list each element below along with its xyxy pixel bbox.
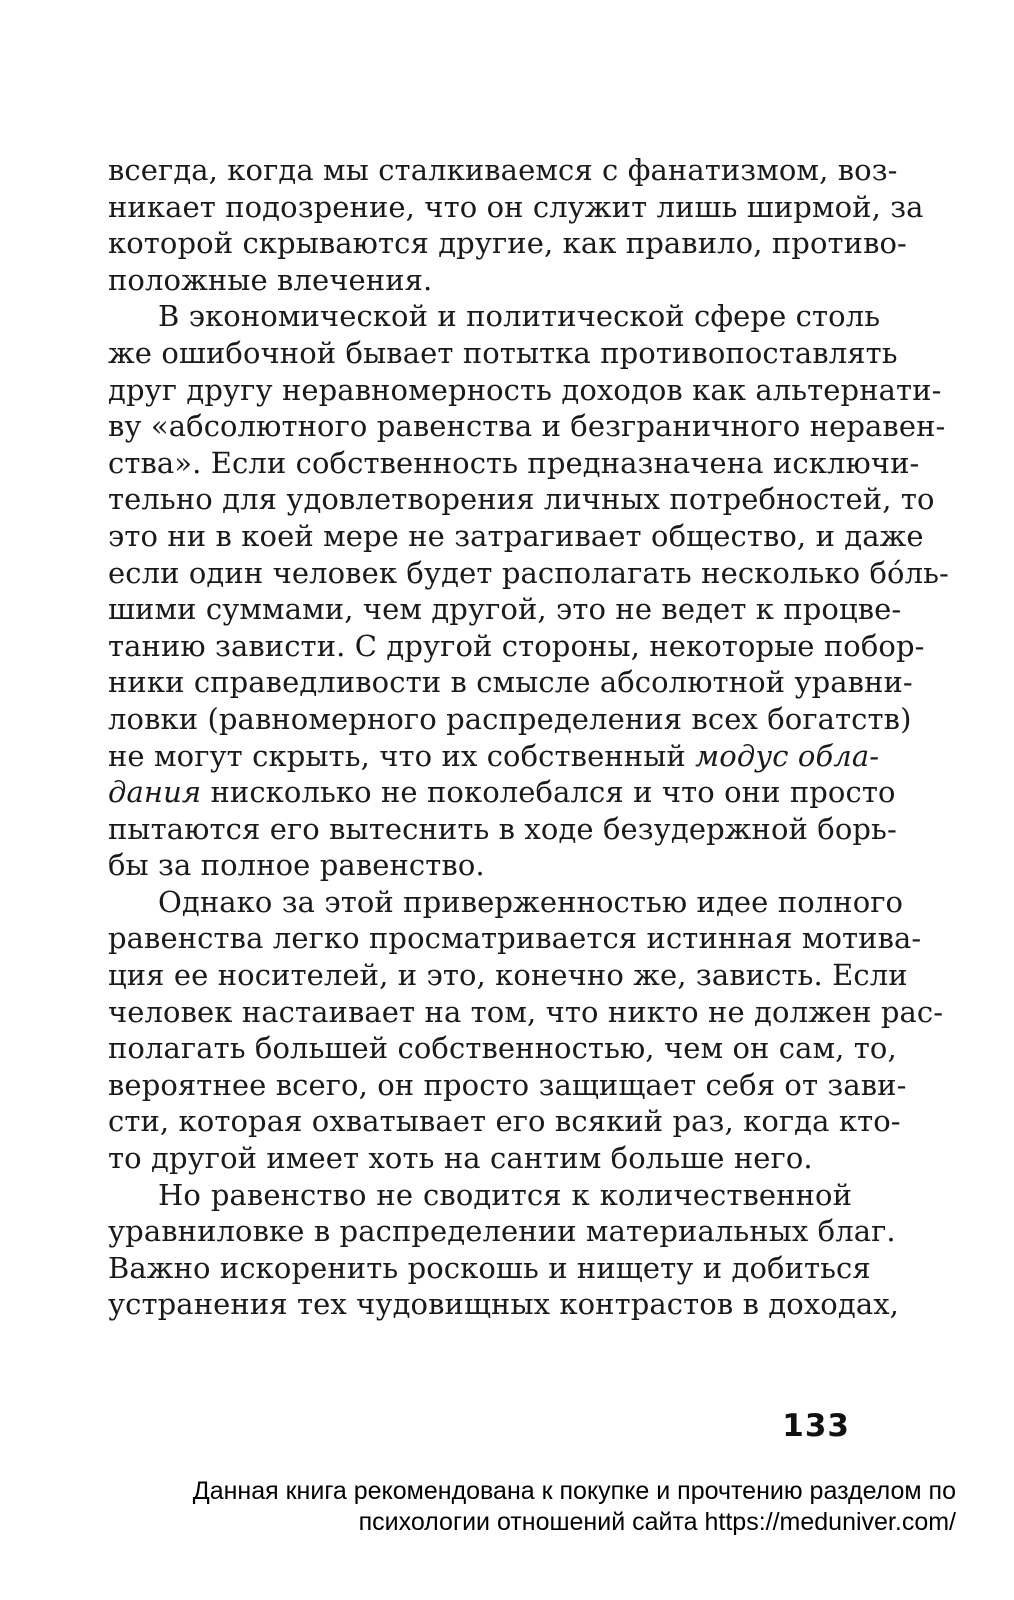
text-line bbox=[108, 225, 907, 262]
text-line-content: Важно искоренить роскошь и нищету и добиться bbox=[108, 1250, 871, 1285]
footer-note-line-1: Данная книга рекомендована к покупке и прочтению разделом по bbox=[192, 1477, 956, 1505]
text-line-content: шими суммами, чем другой, это не ведет к процве- bbox=[108, 592, 902, 627]
text-line-content: ловки (равномерного распределения всех богатств) bbox=[108, 701, 912, 736]
text-line bbox=[108, 774, 896, 811]
text-line bbox=[108, 1067, 907, 1104]
text-line-content: уравниловке в распределении материальных благ. bbox=[108, 1214, 896, 1249]
italic-term: дания bbox=[108, 775, 202, 810]
text-line bbox=[108, 372, 942, 409]
text-line bbox=[108, 1213, 896, 1250]
text-line-content: полагать большей собственностью, чем он сам, то, bbox=[108, 1031, 897, 1066]
text-line bbox=[108, 847, 852, 884]
footer-note bbox=[0, 1476, 1014, 1538]
text-line bbox=[108, 189, 924, 226]
text-line bbox=[108, 1250, 871, 1287]
text-line-content: положные влечения. bbox=[108, 262, 433, 297]
page-number: 133 bbox=[782, 1408, 850, 1444]
text-line-content: это ни в коей мере не затрагивает общество, и даже bbox=[108, 518, 924, 553]
text-line-content: никает подозрение, что он служит лишь ширмой, за bbox=[108, 189, 924, 224]
text-line bbox=[108, 152, 898, 189]
italic-term: модус обла- bbox=[695, 738, 880, 773]
text-line bbox=[108, 1140, 852, 1177]
text-line-content: если один человек будет располагать несколько бо́ль- bbox=[108, 555, 949, 590]
text-line bbox=[108, 884, 904, 921]
footer-note-line-2: психологии отношений сайта https://meduniver.com/ bbox=[358, 1508, 956, 1536]
text-line-content: сти, которая охватывает его всякий раз, когда кто- bbox=[108, 1104, 901, 1139]
text-line bbox=[108, 555, 949, 592]
text-line-content: пытаются его вытеснить в ходе безудержной борь- bbox=[108, 811, 897, 846]
text-line bbox=[108, 518, 924, 555]
text-line bbox=[108, 628, 925, 665]
text-line bbox=[108, 298, 881, 335]
text-line-content: вероятнее всего, он просто защищает себя от зави- bbox=[108, 1067, 907, 1102]
text-line-content: то другой имеет хоть на сантим больше него. bbox=[108, 1141, 813, 1176]
text-line bbox=[108, 664, 913, 701]
text-line-content: ция ее носителей, и это, конечно же, зависть. Если bbox=[108, 958, 908, 993]
text-line bbox=[108, 1030, 897, 1067]
text-line-content: ву «абсолютного равенства и безграничного неравен- bbox=[108, 409, 946, 444]
text-line bbox=[108, 811, 897, 848]
text-line bbox=[108, 738, 880, 775]
text-line-content: тельно для удовлетворения личных потребностей, то bbox=[108, 482, 935, 517]
text-line-content: Но равенство не сводится к количественной bbox=[158, 1177, 852, 1212]
text-line bbox=[108, 591, 902, 628]
text-line-content: человек настаивает на том, что никто не должен рас- bbox=[108, 994, 944, 1029]
page-body-text bbox=[108, 152, 949, 1323]
text-line-content: бы за полное равенство. bbox=[108, 848, 485, 883]
text-line-content: которой скрываются другие, как правило, противо- bbox=[108, 226, 907, 261]
text-line-content: ства». Если собственность предназначена исключи- bbox=[108, 445, 920, 480]
text-line bbox=[108, 1177, 852, 1214]
text-line bbox=[108, 701, 912, 738]
text-line bbox=[108, 994, 944, 1031]
text-line-content: ники справедливости в смысле абсолютной уравни- bbox=[108, 665, 913, 700]
text-line bbox=[108, 920, 922, 957]
text-line-content: Однако за этой приверженностью идее полного bbox=[158, 884, 904, 919]
text-line-content: нисколько не поколебался и что они просто bbox=[201, 775, 896, 810]
text-line bbox=[108, 481, 935, 518]
text-line bbox=[108, 408, 946, 445]
text-line-content: В экономической и политической сфере столь bbox=[158, 299, 881, 334]
text-line-content: танию зависти. С другой стороны, некоторые побор- bbox=[108, 628, 925, 663]
text-line bbox=[108, 1286, 899, 1323]
text-line-content: же ошибочной бывает потытка противопоставлять bbox=[108, 335, 898, 370]
text-line bbox=[108, 957, 908, 994]
text-line bbox=[108, 262, 852, 299]
text-line-content: друг другу неравномерность доходов как альтернати- bbox=[108, 372, 942, 407]
text-line-content: устранения тех чудовищных контрастов в доходах, bbox=[108, 1287, 899, 1322]
text-line-content: равенства легко просматривается истинная мотива- bbox=[108, 921, 922, 956]
text-line bbox=[108, 1103, 901, 1140]
text-line-content: не могут скрыть, что их собственный bbox=[108, 738, 696, 773]
text-line bbox=[108, 335, 898, 372]
text-line bbox=[108, 445, 920, 482]
text-line-content: всегда, когда мы сталкиваемся с фанатизмом, воз- bbox=[108, 153, 898, 187]
